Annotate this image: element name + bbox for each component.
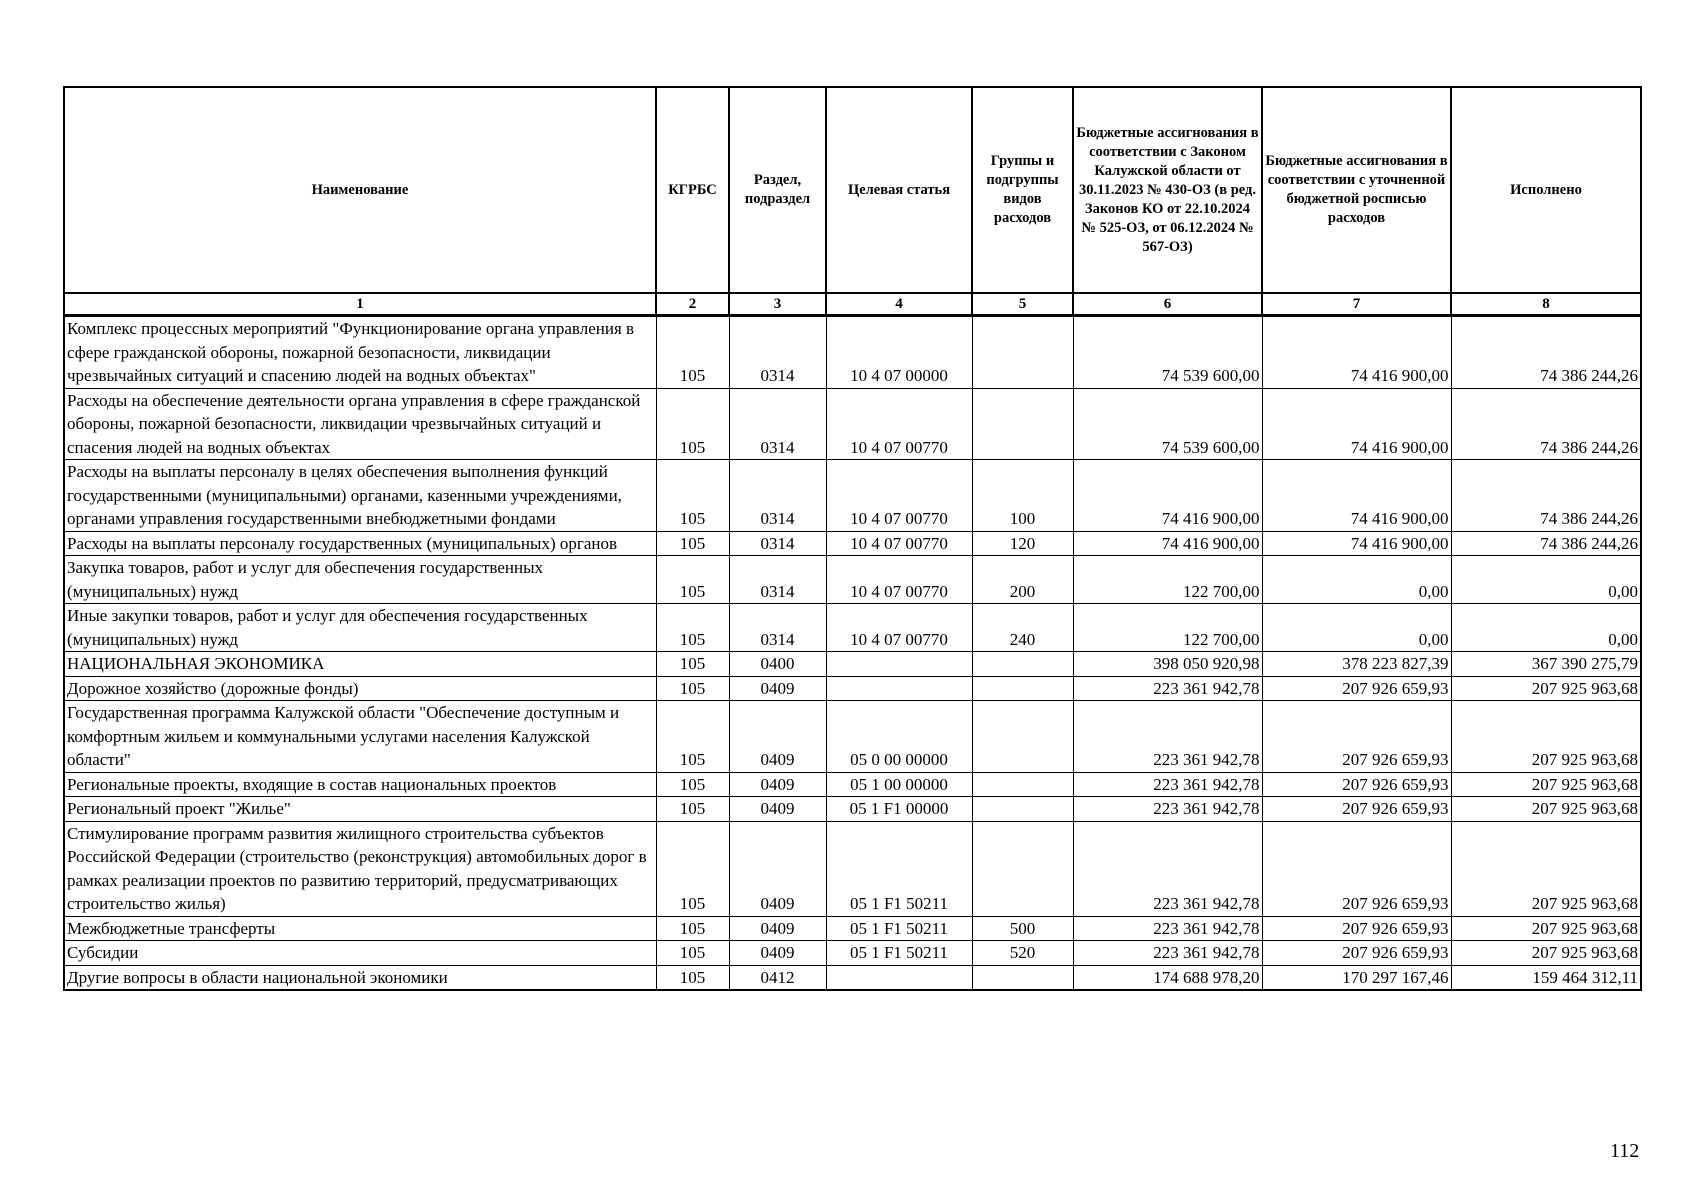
cell-group: 500 [972,916,1073,941]
cell-refined: 74 416 900,00 [1262,316,1451,389]
cell-law: 122 700,00 [1073,604,1262,652]
cell-law: 223 361 942,78 [1073,821,1262,916]
cell-section: 0314 [729,460,826,532]
cell-name: Расходы на обеспечение деятельности органа управления в сфере гражданской обороны, пожарной безопасности, ликвидации чрезвычайных ситуаций и спасения людей на водных объектах [64,388,656,460]
cell-target: 10 4 07 00770 [826,531,972,556]
cell-law: 223 361 942,78 [1073,916,1262,941]
cell-refined: 0,00 [1262,604,1451,652]
cell-executed: 0,00 [1451,556,1641,604]
cell-executed: 207 925 963,68 [1451,941,1641,966]
cell-section: 0314 [729,531,826,556]
column-number: 2 [656,293,729,316]
cell-refined: 207 926 659,93 [1262,701,1451,773]
cell-target: 05 1 00 00000 [826,772,972,797]
cell-name: Дорожное хозяйство (дорожные фонды) [64,676,656,701]
cell-group [972,797,1073,822]
cell-group [972,701,1073,773]
cell-executed: 207 925 963,68 [1451,772,1641,797]
cell-group [972,821,1073,916]
cell-law: 74 539 600,00 [1073,388,1262,460]
cell-executed: 0,00 [1451,604,1641,652]
cell-section: 0314 [729,556,826,604]
cell-section: 0409 [729,916,826,941]
cell-target: 05 1 F1 50211 [826,821,972,916]
header-name: Наименование [64,87,656,293]
table-row [64,388,1641,460]
table-row [64,316,1641,389]
column-number: 1 [64,293,656,316]
cell-group: 240 [972,604,1073,652]
cell-executed: 207 925 963,68 [1451,916,1641,941]
cell-kgrbs: 105 [656,316,729,389]
table-row [64,941,1641,966]
cell-target [826,652,972,677]
cell-kgrbs: 105 [656,821,729,916]
cell-kgrbs: 105 [656,676,729,701]
cell-group: 100 [972,460,1073,532]
cell-name: Закупка товаров, работ и услуг для обеспечения государственных (муниципальных) нужд [64,556,656,604]
cell-section: 0409 [729,701,826,773]
cell-refined: 207 926 659,93 [1262,676,1451,701]
cell-refined: 207 926 659,93 [1262,772,1451,797]
table-row [64,531,1641,556]
table-row [64,701,1641,773]
cell-target: 10 4 07 00770 [826,388,972,460]
cell-kgrbs: 105 [656,556,729,604]
cell-name: Расходы на выплаты персоналу в целях обеспечения выполнения функций государственными (муниципальными) органами, казенными учреждениями, органами управления государственными внебюджетными фондами [64,460,656,532]
cell-law: 398 050 920,98 [1073,652,1262,677]
table-header [64,87,1641,316]
cell-executed: 207 925 963,68 [1451,797,1641,822]
cell-group [972,965,1073,990]
cell-refined: 378 223 827,39 [1262,652,1451,677]
cell-name: Расходы на выплаты персоналу государственных (муниципальных) органов [64,531,656,556]
cell-refined: 74 416 900,00 [1262,460,1451,532]
cell-section: 0409 [729,676,826,701]
cell-group [972,676,1073,701]
cell-kgrbs: 105 [656,797,729,822]
cell-name: Региональный проект "Жилье" [64,797,656,822]
cell-kgrbs: 105 [656,531,729,556]
cell-executed: 74 386 244,26 [1451,388,1641,460]
cell-group [972,652,1073,677]
table-row [64,797,1641,822]
cell-target: 05 1 F1 00000 [826,797,972,822]
header-group: Группы и подгруппы видов расходов [972,87,1073,293]
cell-name: Государственная программа Калужской области "Обеспечение доступным и комфортным жильем и коммунальными услугами населения Калужской области" [64,701,656,773]
table-row [64,604,1641,652]
header-refined: Бюджетные ассигнования в соответствии с уточненной бюджетной росписью расходов [1262,87,1451,293]
table-row [64,676,1641,701]
cell-kgrbs: 105 [656,965,729,990]
cell-target: 05 1 F1 50211 [826,916,972,941]
cell-executed: 207 925 963,68 [1451,701,1641,773]
cell-section: 0314 [729,388,826,460]
cell-section: 0409 [729,941,826,966]
cell-kgrbs: 105 [656,772,729,797]
cell-executed: 207 925 963,68 [1451,676,1641,701]
cell-kgrbs: 105 [656,652,729,677]
header-kgrbs: КГРБС [656,87,729,293]
column-number: 8 [1451,293,1641,316]
cell-group: 520 [972,941,1073,966]
cell-target: 10 4 07 00770 [826,604,972,652]
header-section: Раздел, подраздел [729,87,826,293]
cell-executed: 74 386 244,26 [1451,316,1641,389]
cell-executed: 74 386 244,26 [1451,531,1641,556]
cell-kgrbs: 105 [656,916,729,941]
cell-refined: 170 297 167,46 [1262,965,1451,990]
cell-law: 223 361 942,78 [1073,941,1262,966]
cell-section: 0409 [729,821,826,916]
cell-target: 10 4 07 00770 [826,556,972,604]
table-row [64,460,1641,532]
cell-executed: 74 386 244,26 [1451,460,1641,532]
cell-target: 05 1 F1 50211 [826,941,972,966]
budget-table [63,86,1642,991]
cell-law: 223 361 942,78 [1073,676,1262,701]
cell-executed: 367 390 275,79 [1451,652,1641,677]
cell-name: Иные закупки товаров, работ и услуг для обеспечения государственных (муниципальных) нужд [64,604,656,652]
cell-section: 0314 [729,316,826,389]
cell-executed: 207 925 963,68 [1451,821,1641,916]
column-number: 6 [1073,293,1262,316]
cell-law: 122 700,00 [1073,556,1262,604]
cell-group [972,772,1073,797]
cell-name: Стимулирование программ развития жилищного строительства субъектов Российской Федерации (строительство (реконструкция) автомобильных дорог в рамках реализации проектов по развитию территорий, предусматривающих строительство жилья) [64,821,656,916]
cell-refined: 74 416 900,00 [1262,388,1451,460]
table-row [64,916,1641,941]
cell-target: 10 4 07 00770 [826,460,972,532]
cell-refined: 207 926 659,93 [1262,821,1451,916]
cell-group: 200 [972,556,1073,604]
cell-law: 74 416 900,00 [1073,531,1262,556]
table-row [64,652,1641,677]
cell-kgrbs: 105 [656,604,729,652]
cell-kgrbs: 105 [656,941,729,966]
cell-section: 0314 [729,604,826,652]
table-body [64,316,1641,991]
cell-group [972,388,1073,460]
page-number: 112 [1610,1140,1640,1162]
cell-refined: 74 416 900,00 [1262,531,1451,556]
cell-executed: 159 464 312,11 [1451,965,1641,990]
cell-name: Межбюджетные трансферты [64,916,656,941]
cell-law: 223 361 942,78 [1073,797,1262,822]
header-executed: Исполнено [1451,87,1641,293]
cell-refined: 207 926 659,93 [1262,916,1451,941]
cell-name: Другие вопросы в области национальной экономики [64,965,656,990]
table-row [64,965,1641,990]
header-target: Целевая статья [826,87,972,293]
cell-target [826,965,972,990]
cell-target [826,676,972,701]
cell-name: Региональные проекты, входящие в состав национальных проектов [64,772,656,797]
cell-kgrbs: 105 [656,460,729,532]
cell-refined: 0,00 [1262,556,1451,604]
cell-kgrbs: 105 [656,388,729,460]
cell-kgrbs: 105 [656,701,729,773]
cell-law: 223 361 942,78 [1073,772,1262,797]
column-number: 3 [729,293,826,316]
column-number: 7 [1262,293,1451,316]
cell-law: 174 688 978,20 [1073,965,1262,990]
column-number: 4 [826,293,972,316]
header-law: Бюджетные ассигнования в соответствии с Законом Калужской области от 30.11.2023 № 430-ОЗ (в ред. Законов КО от 22.10.2024 № 525-ОЗ, от 06.12.2024 № 567-ОЗ) [1073,87,1262,293]
column-number: 5 [972,293,1073,316]
cell-law: 74 416 900,00 [1073,460,1262,532]
table-row [64,556,1641,604]
cell-section: 0412 [729,965,826,990]
table-row [64,821,1641,916]
cell-name: НАЦИОНАЛЬНАЯ ЭКОНОМИКА [64,652,656,677]
cell-law: 223 361 942,78 [1073,701,1262,773]
cell-section: 0400 [729,652,826,677]
cell-refined: 207 926 659,93 [1262,797,1451,822]
cell-law: 74 539 600,00 [1073,316,1262,389]
cell-group: 120 [972,531,1073,556]
cell-target: 10 4 07 00000 [826,316,972,389]
cell-section: 0409 [729,772,826,797]
cell-group [972,316,1073,389]
table-row [64,772,1641,797]
cell-refined: 207 926 659,93 [1262,941,1451,966]
cell-name: Субсидии [64,941,656,966]
cell-name: Комплекс процессных мероприятий "Функционирование органа управления в сфере гражданской обороны, пожарной безопасности, ликвидации чрезвычайных ситуаций и спасению людей на водных объектах" [64,316,656,389]
cell-section: 0409 [729,797,826,822]
cell-target: 05 0 00 00000 [826,701,972,773]
